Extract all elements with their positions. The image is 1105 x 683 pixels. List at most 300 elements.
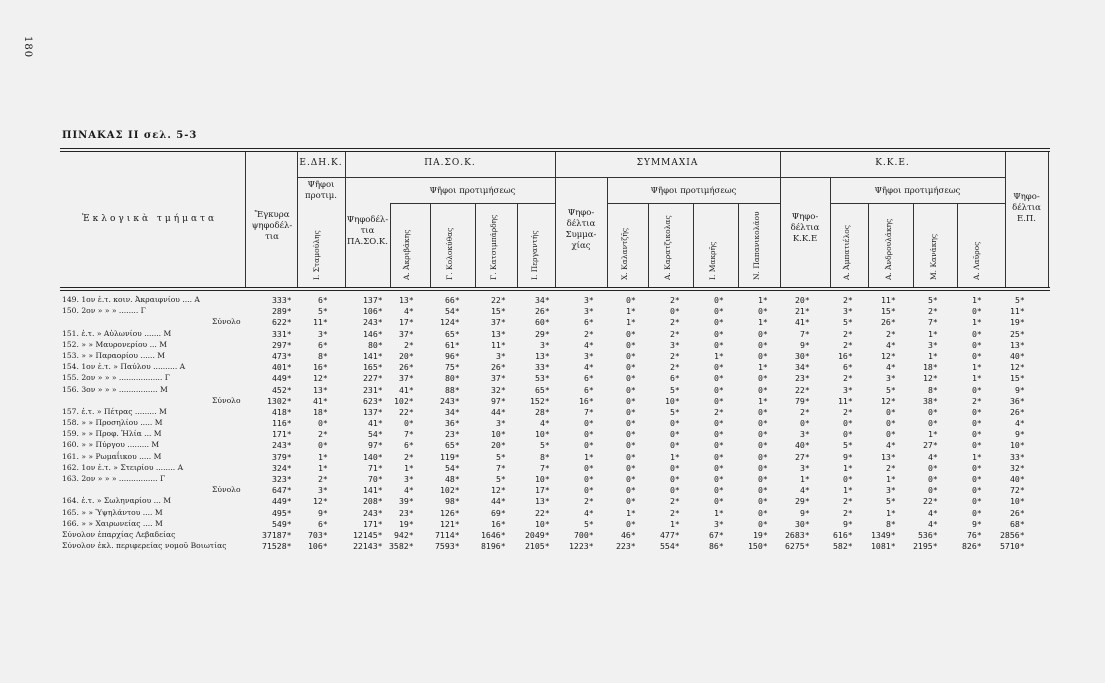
row-label: 151. ἐ.τ. » Αὐλωνίου ....... Μ xyxy=(62,328,172,338)
row-cell: 0* xyxy=(714,339,724,350)
row-cell: 0* xyxy=(714,462,724,473)
row-cell: 152* xyxy=(530,395,550,406)
row-cell: 700* xyxy=(574,529,594,540)
row-cell: 2* xyxy=(670,507,680,518)
row-cell: 0* xyxy=(670,485,680,496)
row-cell: 13* xyxy=(535,350,550,361)
row-cell: 0* xyxy=(714,418,724,429)
row-cell: 1* xyxy=(626,507,636,518)
row-cell: 3* xyxy=(584,295,594,305)
row-cell: 41* xyxy=(313,395,328,406)
row-cell: 7* xyxy=(540,462,550,473)
row-cell: 9* xyxy=(318,507,328,518)
row-cell: 536* xyxy=(918,529,938,540)
row-cell: 1* xyxy=(928,328,938,339)
row-cell: 12* xyxy=(313,496,328,507)
row-cell: 243* xyxy=(363,317,383,328)
row-cell: 0* xyxy=(626,395,636,406)
candidate-stamoulis: Ι. Σταμούλης xyxy=(312,230,321,280)
row-cell: 41* xyxy=(368,418,383,429)
row-cell: 1* xyxy=(318,462,328,473)
row-cell: 12* xyxy=(881,395,896,406)
row-cell: 0* xyxy=(626,462,636,473)
row-cell: 3* xyxy=(584,306,594,317)
row-cell: 0* xyxy=(928,406,938,417)
row-cell: 0* xyxy=(972,418,982,429)
row-label: Σύνολο xyxy=(212,317,241,327)
row-cell: 2* xyxy=(843,507,853,518)
row-cell: 0* xyxy=(714,295,724,305)
row-cell: 0* xyxy=(670,429,680,440)
row-cell: 2* xyxy=(584,496,594,507)
row-cell: 4* xyxy=(928,507,938,518)
candidate-androulakis: Α. Ἀνδρουλάκης xyxy=(884,218,893,280)
row-cell: 0* xyxy=(714,384,724,395)
row-cell: 2* xyxy=(843,295,853,305)
row-cell: 0* xyxy=(886,406,896,417)
row-cell: 1* xyxy=(972,362,982,373)
row-cell: 0* xyxy=(800,418,810,429)
row-cell: 0* xyxy=(714,496,724,507)
row-cell: 243* xyxy=(440,395,460,406)
row-cell: 40* xyxy=(1010,474,1025,484)
row-cell: 121* xyxy=(440,518,460,529)
candidate-papanikolaou: Ν. Παπανικολάου xyxy=(752,211,761,280)
row-cell: 5* xyxy=(886,496,896,507)
row-cell: 0* xyxy=(758,373,768,384)
row-cell: 40* xyxy=(795,440,810,451)
row-cell: 0* xyxy=(758,429,768,440)
row-cell: 0* xyxy=(972,440,982,451)
row-cell: 6* xyxy=(318,295,328,305)
section-label: Ἐκλογικὰ τμήματα xyxy=(82,214,218,224)
row-cell: 2105* xyxy=(525,541,550,552)
row-cell: 3* xyxy=(886,485,896,496)
row-cell: 16* xyxy=(838,350,853,361)
row-cell: 0* xyxy=(972,474,982,484)
row-cell: 5* xyxy=(843,440,853,451)
row-cell: 86* xyxy=(709,541,724,552)
row-cell: 622* xyxy=(272,317,292,328)
row-cell: 3* xyxy=(886,373,896,384)
row-cell: 2* xyxy=(714,406,724,417)
symmachia-ballots-header: Ψηφο- δέλτια Συμμα- χίας xyxy=(565,208,597,251)
edik-pref-header: Ψῆφοι προτιμ. xyxy=(305,180,337,201)
row-cell: 7* xyxy=(584,406,594,417)
row-cell: 2* xyxy=(670,362,680,373)
row-cell: 22* xyxy=(795,384,810,395)
row-cell: 5* xyxy=(496,451,506,462)
row-cell: 0* xyxy=(928,418,938,429)
row-cell: 6* xyxy=(404,440,414,451)
row-cell: 549* xyxy=(272,518,292,529)
row-cell: 379* xyxy=(272,451,292,462)
candidate-makris: Ι. Μακρῆς xyxy=(708,241,717,280)
row-cell: 0* xyxy=(714,317,724,328)
row-cell: 0* xyxy=(714,485,724,496)
row-cell: 10* xyxy=(491,429,506,440)
row-cell: 1646* xyxy=(481,529,506,540)
row-cell: 418* xyxy=(272,406,292,417)
row-cell: 2* xyxy=(584,328,594,339)
row-cell: 1* xyxy=(972,295,982,305)
row-cell: 20* xyxy=(491,440,506,451)
row-cell: 119* xyxy=(440,451,460,462)
row-cell: 3* xyxy=(584,350,594,361)
kke-ballots-header: Ψηφο- δέλτια Κ.Κ.Ε xyxy=(790,212,820,244)
row-cell: 13* xyxy=(535,496,550,507)
header-bottom-rule xyxy=(60,287,1050,288)
row-cell: 3* xyxy=(318,485,328,496)
row-cell: 12* xyxy=(491,485,506,496)
row-cell: 0* xyxy=(626,373,636,384)
row-cell: 1* xyxy=(670,518,680,529)
group-edik: Ε.ΔΗ.Κ. xyxy=(299,158,343,168)
row-cell: 449* xyxy=(272,496,292,507)
row-cell: 137* xyxy=(363,295,383,305)
row-cell: 124* xyxy=(440,317,460,328)
row-label: 149. 1ον ἐ.τ. κοιν. Ἀκραιφνίου .... Α xyxy=(62,295,200,304)
row-cell: 4* xyxy=(886,339,896,350)
row-cell: 2* xyxy=(800,406,810,417)
row-cell: 452* xyxy=(272,384,292,395)
row-cell: 2* xyxy=(670,317,680,328)
row-cell: 0* xyxy=(626,518,636,529)
row-cell: 0* xyxy=(758,406,768,417)
row-cell: 28* xyxy=(535,406,550,417)
row-cell: 9* xyxy=(972,518,982,529)
row-cell: 80* xyxy=(368,339,383,350)
row-cell: 37* xyxy=(399,373,414,384)
row-cell: 0* xyxy=(626,295,636,305)
row-cell: 15* xyxy=(881,306,896,317)
row-cell: 1* xyxy=(584,451,594,462)
table-title: ΠΙΝΑΚΑΣ ΙΙ σελ. 5-3 xyxy=(62,130,198,141)
row-label: Σύνολον ἐκλ. περιφερείας νομοῦ Βοιωτίας xyxy=(62,541,227,551)
row-cell: 0* xyxy=(758,440,768,451)
row-cell: 13* xyxy=(1010,339,1025,350)
candidate-kalantzis: Χ. Καλαντζῆς xyxy=(620,227,629,280)
row-label: 165. » » Ὑψηλάντου .... Μ xyxy=(62,507,163,517)
row-cell: 0* xyxy=(670,474,680,484)
candidate-akrivakis: Α. Ἀκριβάκης xyxy=(402,229,411,280)
row-cell: 0* xyxy=(584,474,594,484)
row-label: 154. 1ον ἐ.τ. » Παύλου .......... Α xyxy=(62,362,186,372)
row-cell: 5* xyxy=(496,474,506,484)
row-cell: 0* xyxy=(972,339,982,350)
row-cell: 0* xyxy=(758,418,768,429)
row-cell: 20* xyxy=(399,350,414,361)
row-cell: 32* xyxy=(1010,462,1025,473)
row-cell: 1* xyxy=(714,507,724,518)
row-cell: 37* xyxy=(491,373,506,384)
row-cell: 20* xyxy=(795,295,810,305)
row-cell: 1* xyxy=(928,429,938,440)
row-cell: 146* xyxy=(363,328,383,339)
row-cell: 0* xyxy=(626,406,636,417)
row-cell: 0* xyxy=(886,418,896,429)
row-cell: 495* xyxy=(272,507,292,518)
row-cell: 22* xyxy=(535,507,550,518)
row-cell: 33* xyxy=(1010,451,1025,462)
row-cell: 0* xyxy=(714,429,724,440)
row-cell: 0* xyxy=(714,362,724,373)
row-cell: 703* xyxy=(308,529,328,540)
row-cell: 69* xyxy=(491,507,506,518)
row-cell: 4* xyxy=(540,418,550,429)
row-cell: 4* xyxy=(404,306,414,317)
row-cell: 0* xyxy=(626,440,636,451)
row-label: Σύνολο xyxy=(212,485,241,495)
page-number: 180 xyxy=(22,36,33,59)
row-cell: 6* xyxy=(670,373,680,384)
row-cell: 1* xyxy=(886,474,896,484)
row-cell: 22* xyxy=(399,406,414,417)
row-cell: 7* xyxy=(496,462,506,473)
row-cell: 6* xyxy=(318,518,328,529)
group-pasok: ΠΑ.ΣΟ.Κ. xyxy=(424,158,476,168)
row-cell: 13* xyxy=(881,451,896,462)
row-cell: 2* xyxy=(404,339,414,350)
row-cell: 0* xyxy=(626,485,636,496)
row-cell: 97* xyxy=(491,395,506,406)
row-label: 152. » » Μαυρονερίου ... Μ xyxy=(62,339,168,349)
row-cell: 1349* xyxy=(871,529,896,540)
row-cell: 11* xyxy=(881,295,896,305)
row-cell: 2* xyxy=(843,328,853,339)
row-cell: 0* xyxy=(714,306,724,317)
row-cell: 2* xyxy=(318,429,328,440)
row-cell: 1* xyxy=(670,451,680,462)
row-cell: 223* xyxy=(616,541,636,552)
row-cell: 30* xyxy=(795,518,810,529)
row-cell: 141* xyxy=(363,485,383,496)
row-cell: 8* xyxy=(886,518,896,529)
row-cell: 4* xyxy=(1015,418,1025,429)
row-cell: 942* xyxy=(394,529,414,540)
row-cell: 25* xyxy=(1010,328,1025,339)
row-cell: 27* xyxy=(923,440,938,451)
row-cell: 71* xyxy=(368,462,383,473)
row-cell: 4* xyxy=(928,518,938,529)
row-cell: 0* xyxy=(584,440,594,451)
row-cell: 7* xyxy=(928,317,938,328)
row-cell: 0* xyxy=(584,429,594,440)
row-cell: 473* xyxy=(272,350,292,361)
group-ep: Ψηφο- δέλτια Ε.Π. xyxy=(1012,192,1041,224)
row-cell: 29* xyxy=(535,328,550,339)
candidate-kanakis: Μ. Κανάκης xyxy=(929,233,938,280)
row-cell: 0* xyxy=(843,474,853,484)
row-cell: 0* xyxy=(928,462,938,473)
row-label: 159. » » Προφ. Ἠλία ... Μ xyxy=(62,429,162,439)
row-label: 161. » » Ρωμαΐικου ..... Μ xyxy=(62,451,162,461)
row-cell: 23* xyxy=(445,429,460,440)
row-cell: 6* xyxy=(843,362,853,373)
row-cell: 1081* xyxy=(871,541,896,552)
row-cell: 34* xyxy=(535,295,550,305)
row-cell: 616* xyxy=(833,529,853,540)
row-cell: 22143* xyxy=(353,541,383,552)
row-cell: 0* xyxy=(626,328,636,339)
row-cell: 0* xyxy=(626,418,636,429)
candidate-karatzikolas: Α. Καρατζικολας xyxy=(663,215,672,280)
row-cell: 26* xyxy=(399,362,414,373)
row-cell: 2* xyxy=(318,474,328,484)
row-cell: 1223* xyxy=(569,541,594,552)
row-cell: 8196* xyxy=(481,541,506,552)
row-cell: 1* xyxy=(758,317,768,328)
row-cell: 0* xyxy=(758,451,768,462)
row-cell: 2* xyxy=(670,295,680,305)
row-cell: 65* xyxy=(535,384,550,395)
row-cell: 16* xyxy=(491,518,506,529)
row-cell: 2* xyxy=(670,328,680,339)
row-cell: 53* xyxy=(535,373,550,384)
row-cell: 0* xyxy=(714,395,724,406)
row-cell: 243* xyxy=(272,440,292,451)
row-cell: 477* xyxy=(660,529,680,540)
row-cell: 4* xyxy=(800,485,810,496)
row-cell: 13* xyxy=(491,328,506,339)
candidate-kolokythas: Γ. Κολοκύθας xyxy=(445,227,454,280)
row-cell: 8* xyxy=(540,451,550,462)
row-cell: 2* xyxy=(843,373,853,384)
row-cell: 141* xyxy=(363,350,383,361)
row-cell: 2195* xyxy=(913,541,938,552)
row-cell: 2856* xyxy=(1000,529,1025,540)
row-cell: 324* xyxy=(272,462,292,473)
row-cell: 0* xyxy=(758,474,768,484)
row-cell: 18* xyxy=(313,406,328,417)
row-cell: 0* xyxy=(714,451,724,462)
row-cell: 11* xyxy=(491,339,506,350)
row-cell: 0* xyxy=(626,451,636,462)
row-cell: 5* xyxy=(1015,295,1025,305)
row-cell: 2* xyxy=(843,339,853,350)
row-cell: 18* xyxy=(923,362,938,373)
row-cell: 3* xyxy=(496,418,506,429)
row-cell: 22* xyxy=(491,295,506,305)
row-cell: 46* xyxy=(621,529,636,540)
row-label: 166. » » Χαιρωνείας .... Μ xyxy=(62,518,163,528)
row-cell: 0* xyxy=(972,429,982,440)
row-cell: 19* xyxy=(399,518,414,529)
row-cell: 3* xyxy=(540,339,550,350)
row-cell: 5* xyxy=(886,384,896,395)
row-cell: 2* xyxy=(928,306,938,317)
row-cell: 5* xyxy=(584,518,594,529)
row-cell: 5710* xyxy=(1000,541,1025,552)
row-cell: 37* xyxy=(491,317,506,328)
row-cell: 71528* xyxy=(262,541,292,552)
row-cell: 96* xyxy=(445,350,460,361)
row-cell: 0* xyxy=(714,440,724,451)
row-label: 158. » » Προσηλίου ..... Μ xyxy=(62,418,163,428)
row-cell: 3* xyxy=(404,474,414,484)
row-cell: 65* xyxy=(445,440,460,451)
row-cell: 0* xyxy=(714,328,724,339)
row-cell: 106* xyxy=(308,541,328,552)
row-cell: 2683* xyxy=(785,529,810,540)
row-cell: 333* xyxy=(272,295,292,305)
row-cell: 137* xyxy=(363,406,383,417)
row-cell: 16* xyxy=(579,395,594,406)
row-cell: 1* xyxy=(318,451,328,462)
row-cell: 0* xyxy=(928,485,938,496)
row-cell: 19* xyxy=(1010,317,1025,328)
row-cell: 4* xyxy=(886,362,896,373)
row-cell: 10* xyxy=(665,395,680,406)
row-cell: 6* xyxy=(318,339,328,350)
row-cell: 0* xyxy=(584,485,594,496)
row-label: 157. ἐ.τ. » Πέτρας ......... Μ xyxy=(62,406,167,416)
row-cell: 0* xyxy=(972,384,982,395)
row-cell: 140* xyxy=(363,451,383,462)
row-cell: 1* xyxy=(800,474,810,484)
row-cell: 3* xyxy=(670,339,680,350)
row-cell: 7593* xyxy=(435,541,460,552)
row-cell: 1* xyxy=(886,507,896,518)
row-cell: 0* xyxy=(972,406,982,417)
row-cell: 0* xyxy=(626,362,636,373)
row-cell: 0* xyxy=(758,384,768,395)
row-cell: 0* xyxy=(758,496,768,507)
row-cell: 2* xyxy=(886,462,896,473)
row-cell: 65* xyxy=(445,328,460,339)
row-cell: 36* xyxy=(445,418,460,429)
row-cell: 102* xyxy=(440,485,460,496)
row-cell: 0* xyxy=(972,350,982,361)
row-cell: 34* xyxy=(445,406,460,417)
row-cell: 3* xyxy=(928,339,938,350)
row-cell: 3* xyxy=(843,384,853,395)
row-cell: 449* xyxy=(272,373,292,384)
row-label: 160. » » Πύργου ......... Μ xyxy=(62,440,160,450)
row-cell: 1* xyxy=(758,295,768,305)
row-cell: 54* xyxy=(445,306,460,317)
row-cell: 33* xyxy=(535,362,550,373)
candidate-katsimpardis: Γ. Κατσιμπάρδης xyxy=(489,214,498,280)
row-cell: 5* xyxy=(670,406,680,417)
row-cell: 4* xyxy=(928,451,938,462)
row-cell: 38* xyxy=(923,395,938,406)
row-cell: 6* xyxy=(584,373,594,384)
row-cell: 10* xyxy=(535,429,550,440)
row-cell: 27* xyxy=(795,451,810,462)
row-cell: 29* xyxy=(795,496,810,507)
row-cell: 243* xyxy=(363,507,383,518)
header-bottom-rule-2 xyxy=(60,290,1050,291)
row-cell: 2* xyxy=(972,395,982,406)
row-cell: 1* xyxy=(404,462,414,473)
row-cell: 15* xyxy=(491,306,506,317)
row-cell: 4* xyxy=(404,485,414,496)
row-cell: 1* xyxy=(758,362,768,373)
row-cell: 826* xyxy=(962,541,982,552)
row-cell: 231* xyxy=(363,384,383,395)
row-cell: 331* xyxy=(272,328,292,339)
row-cell: 227* xyxy=(363,373,383,384)
row-cell: 0* xyxy=(670,418,680,429)
candidate-lavros: Α. Λαῦρος xyxy=(972,241,981,280)
row-cell: 54* xyxy=(368,429,383,440)
row-cell: 0* xyxy=(318,440,328,451)
row-cell: 17* xyxy=(535,485,550,496)
group-kke: Κ.Κ.Ε. xyxy=(875,158,910,168)
row-cell: 12* xyxy=(313,373,328,384)
row-cell: 6275* xyxy=(785,541,810,552)
